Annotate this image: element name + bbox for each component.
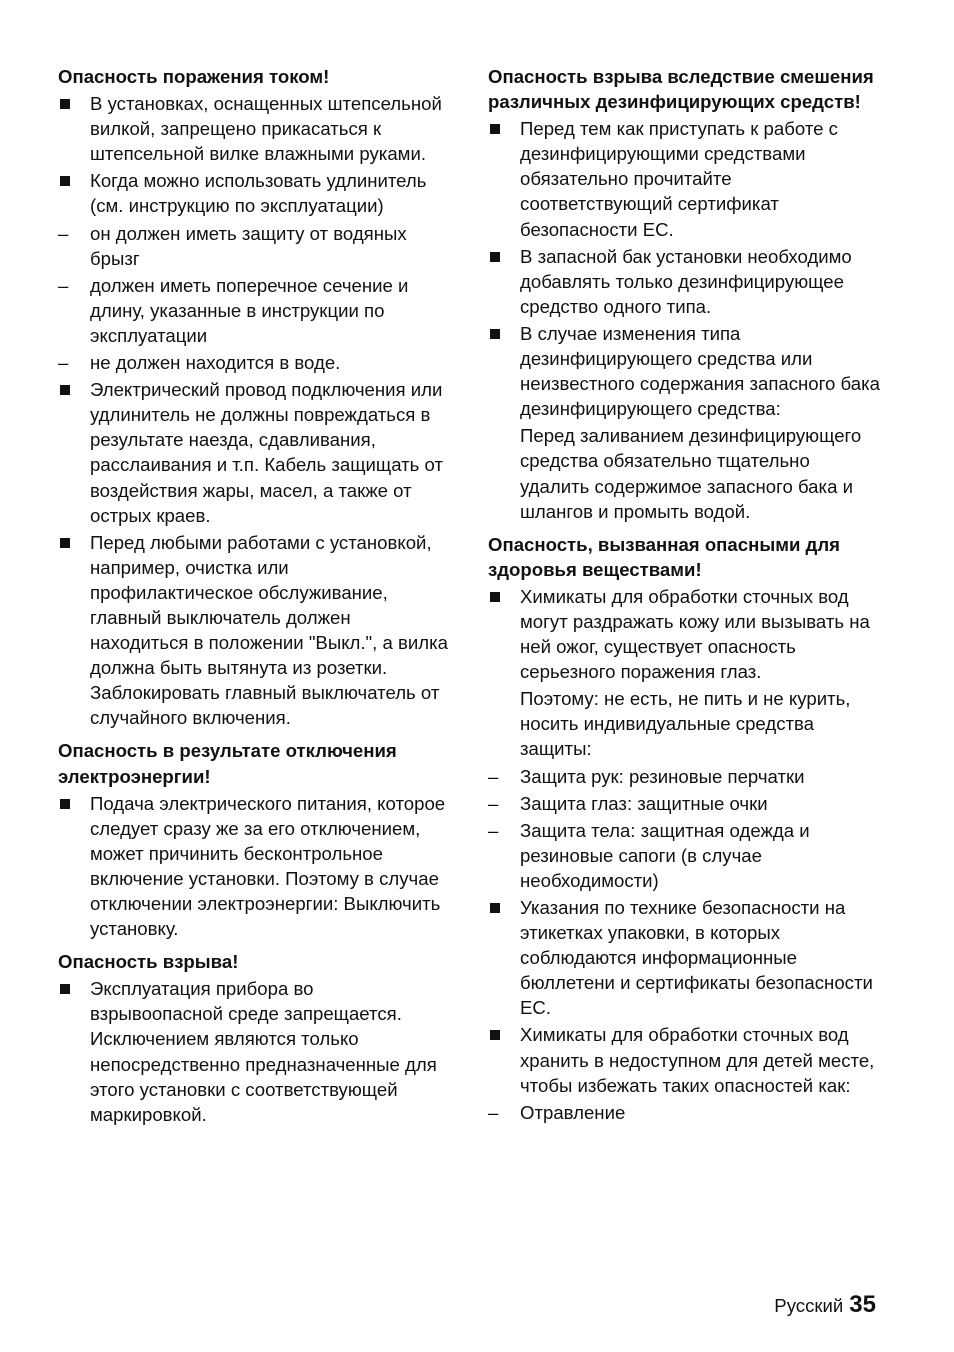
dash-item [488, 818, 884, 893]
item-text: Химикаты для обработки сточных вод могут раздражать кожу или вызывать на ней ожог, существует опасность серьезного поражения глаз. [520, 585, 870, 683]
dash-item [488, 791, 884, 816]
page-number: 35 [849, 1291, 876, 1318]
safety-section [58, 949, 450, 1127]
item-text: В установках, оснащенных штепсельной вилкой, запрещено прикасаться к штепсельной вилке влажными руками. [90, 93, 442, 165]
item-text: Перед тем как приступать к работе с дезинфицирующими средствами обязательно прочитайте соответствующий сертификат безопасности ЕС. [520, 118, 838, 240]
bullet-item [488, 895, 884, 1020]
left-column [58, 64, 450, 1135]
bullet-item [58, 530, 450, 731]
section-heading: Опасность поражения током! [58, 66, 330, 87]
item-text: Химикаты для обработки сточных вод хранить в недоступном для детей месте, чтобы избежать таких опасностей как: [520, 1024, 875, 1096]
bullet-item [58, 168, 450, 218]
continuation-paragraph: Перед заливанием дезинфицирующего средства обязательно тщательно удалить содержимое запасного бака и шлангов и промыть водой. [520, 425, 862, 522]
bullet-item [488, 1022, 884, 1097]
item-text: Отравление [520, 1101, 626, 1123]
section-heading: Опасность, вызванная опасными для здоровья веществами! [488, 533, 841, 580]
footer-language: Русский [774, 1295, 844, 1316]
right-column [488, 64, 884, 1133]
item-text: должен иметь поперечное сечение и длину, указанные в инструкции по эксплуатации [90, 274, 409, 346]
dash-item [488, 764, 884, 789]
safety-section [58, 738, 450, 941]
item-text: Эксплуатация прибора во взрывоопасной среде запрещается. Исключением являются только непосредственно предназначенные для этого установки с соответствующей маркировкой. [90, 978, 437, 1125]
item-text: Защита тела: защитная одежда и резиновые сапоги (в случае необходимости) [520, 819, 810, 891]
item-text: Когда можно использовать удлинитель (см. инструкцию по эксплуатации) [90, 170, 427, 217]
item-text: не должен находится в воде. [90, 352, 341, 374]
bullet-item [488, 321, 884, 421]
dash-item [488, 1100, 884, 1125]
item-text: Указания по технике безопасности на этикетках упаковки, в которых соблюдаются информационные бюллетени и сертификаты безопасности ЕС. [520, 897, 873, 1019]
dash-item [58, 350, 450, 375]
page-footer [774, 1290, 876, 1321]
item-text: Защита рук: резиновые перчатки [520, 765, 805, 787]
item-text: Подача электрического питания, которое следует сразу же за его отключением, может причинить бесконтрольное включение установки. Поэтому в случае отключении электроэнергии: Выключить установку. [90, 792, 446, 940]
item-text: Защита глаз: защитные очки [520, 792, 768, 814]
continuation-paragraph: Поэтому: не есть, не пить и не курить, носить индивидуальные средства защиты: [520, 688, 851, 760]
section-heading: Опасность взрыва! [58, 951, 239, 973]
bullet-item [58, 377, 450, 528]
bullet-item [488, 584, 884, 684]
item-text: В запасной бак установки необходимо добавлять только дезинфицирующее средство одного типа. [520, 245, 852, 317]
safety-section [488, 532, 884, 1125]
bullet-item [488, 116, 884, 241]
section-heading: Опасность взрыва вследствие смешения различных дезинфицирующих средств! [488, 66, 874, 113]
bullet-item [488, 244, 884, 319]
dash-item [58, 273, 450, 348]
item-text: В случае изменения типа дезинфицирующего средства или неизвестного содержания запасного бака дезинфицирующего средства: [520, 322, 880, 420]
item-text: он должен иметь защиту от водяных брызг [90, 222, 407, 269]
bullet-item [58, 91, 450, 166]
safety-section [488, 64, 884, 524]
dash-item [58, 221, 450, 271]
bullet-item [58, 976, 450, 1127]
section-heading: Опасность в результате отключения электроэнергии! [58, 740, 397, 787]
item-text: Электрический провод подключения или удлинитель не должны повреждаться в результате наезда, сдавливания, расслаивания и т.п. Кабель защищать от воздействия жары, масел, а также от острых краев. [90, 379, 443, 526]
item-text: Перед любыми работами с установкой, например, очистка или профилактическое обслуживание, главный выключатель должен находиться в положении "Выкл.", а вилка должна быть вытянута из розетки. Заблокировать главный выключатель от случайного включения. [90, 531, 448, 729]
safety-section [58, 64, 450, 730]
bullet-item [58, 791, 450, 942]
